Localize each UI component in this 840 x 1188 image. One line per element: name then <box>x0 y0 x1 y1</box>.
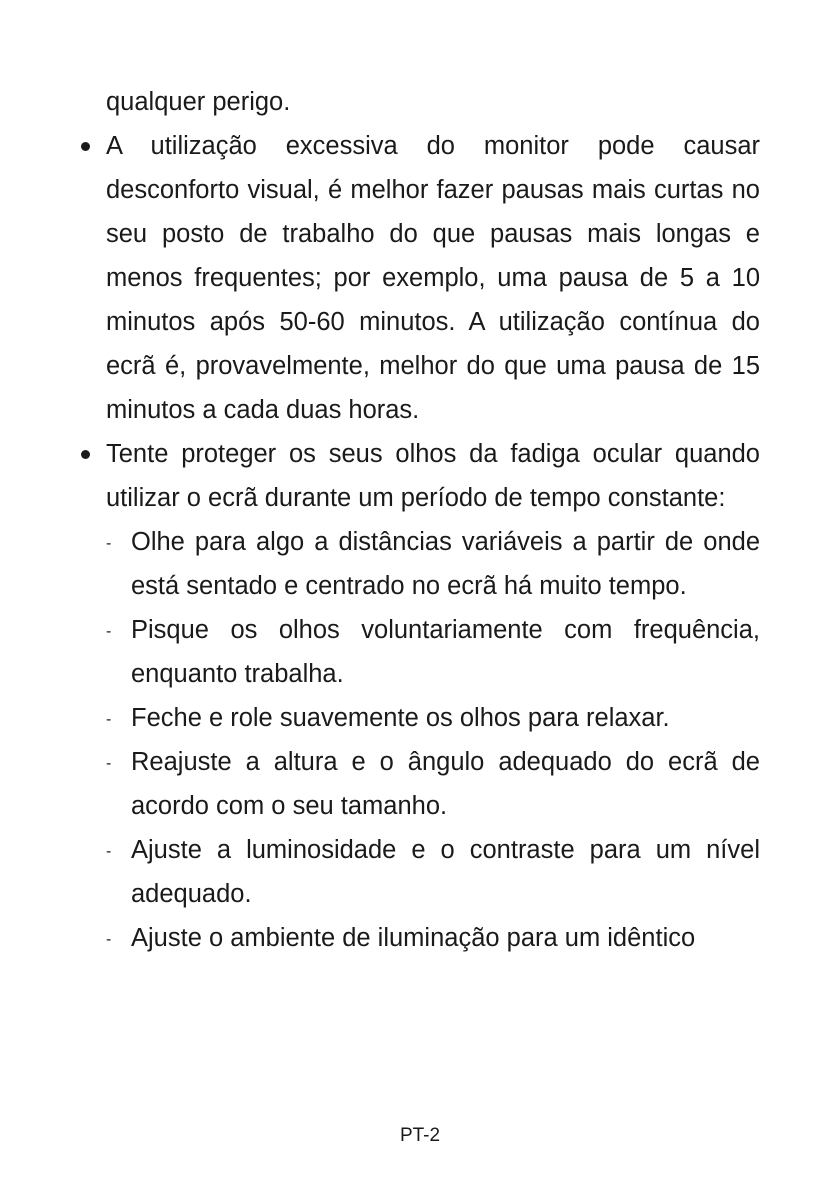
bullet-text: A utilização excessiva do monitor pode causar desconforto visual, é melhor fazer pausas mais curtas no seu posto de trabalho do que pausas mais longas e menos frequentes; por exemplo, uma pausa de 5 a 10 minutos após 50-60 minutos. A utilização contínua do ecrã é, provavelmente, melhor do que uma pausa de 15 minutos a cada duas horas. <box>106 132 760 424</box>
body-text <box>106 80 760 960</box>
sub-list-item <box>106 520 760 608</box>
continuation-paragraph: qualquer perigo. <box>106 88 291 116</box>
dash-marker: - <box>106 931 112 948</box>
sub-item-text: Pisque os olhos voluntariamente com frequência, enquanto trabalha. <box>131 616 760 688</box>
dash-marker: - <box>106 755 112 772</box>
sub-item-text: Ajuste o ambiente de iluminação para um idêntico <box>131 924 696 952</box>
sub-item-text: Olhe para algo a distâncias variáveis a partir de onde está sentado e centrado no ecrã há muito tempo. <box>131 528 760 600</box>
sub-list-item <box>106 696 760 740</box>
bullet-text: Tente proteger os seus olhos da fadiga ocular quando utilizar o ecrã durante um período de tempo constante: <box>106 440 760 512</box>
dash-marker: - <box>106 843 112 860</box>
bullet-dot-icon <box>81 450 90 459</box>
sub-list-item <box>106 740 760 828</box>
sub-item-text: Feche e role suavemente os olhos para relaxar. <box>131 704 670 732</box>
sub-list-item <box>106 608 760 696</box>
dash-marker: - <box>106 623 112 640</box>
bullet-item-eye-strain <box>106 432 760 520</box>
sub-list-item <box>106 916 760 960</box>
sub-item-text: Reajuste a altura e o ângulo adequado do ecrã de acordo com o seu tamanho. <box>131 748 760 820</box>
page-number: PT-2 <box>399 1125 441 1146</box>
dash-marker: - <box>106 711 112 728</box>
sub-list-item <box>106 828 760 916</box>
sub-item-text: Ajuste a luminosidade e o contraste para um nível adequado. <box>131 836 760 908</box>
bullet-dot-icon <box>81 142 90 151</box>
dash-marker: - <box>106 535 112 552</box>
bullet-item-screen-breaks <box>106 124 760 432</box>
eye-care-sub-list <box>106 520 760 960</box>
